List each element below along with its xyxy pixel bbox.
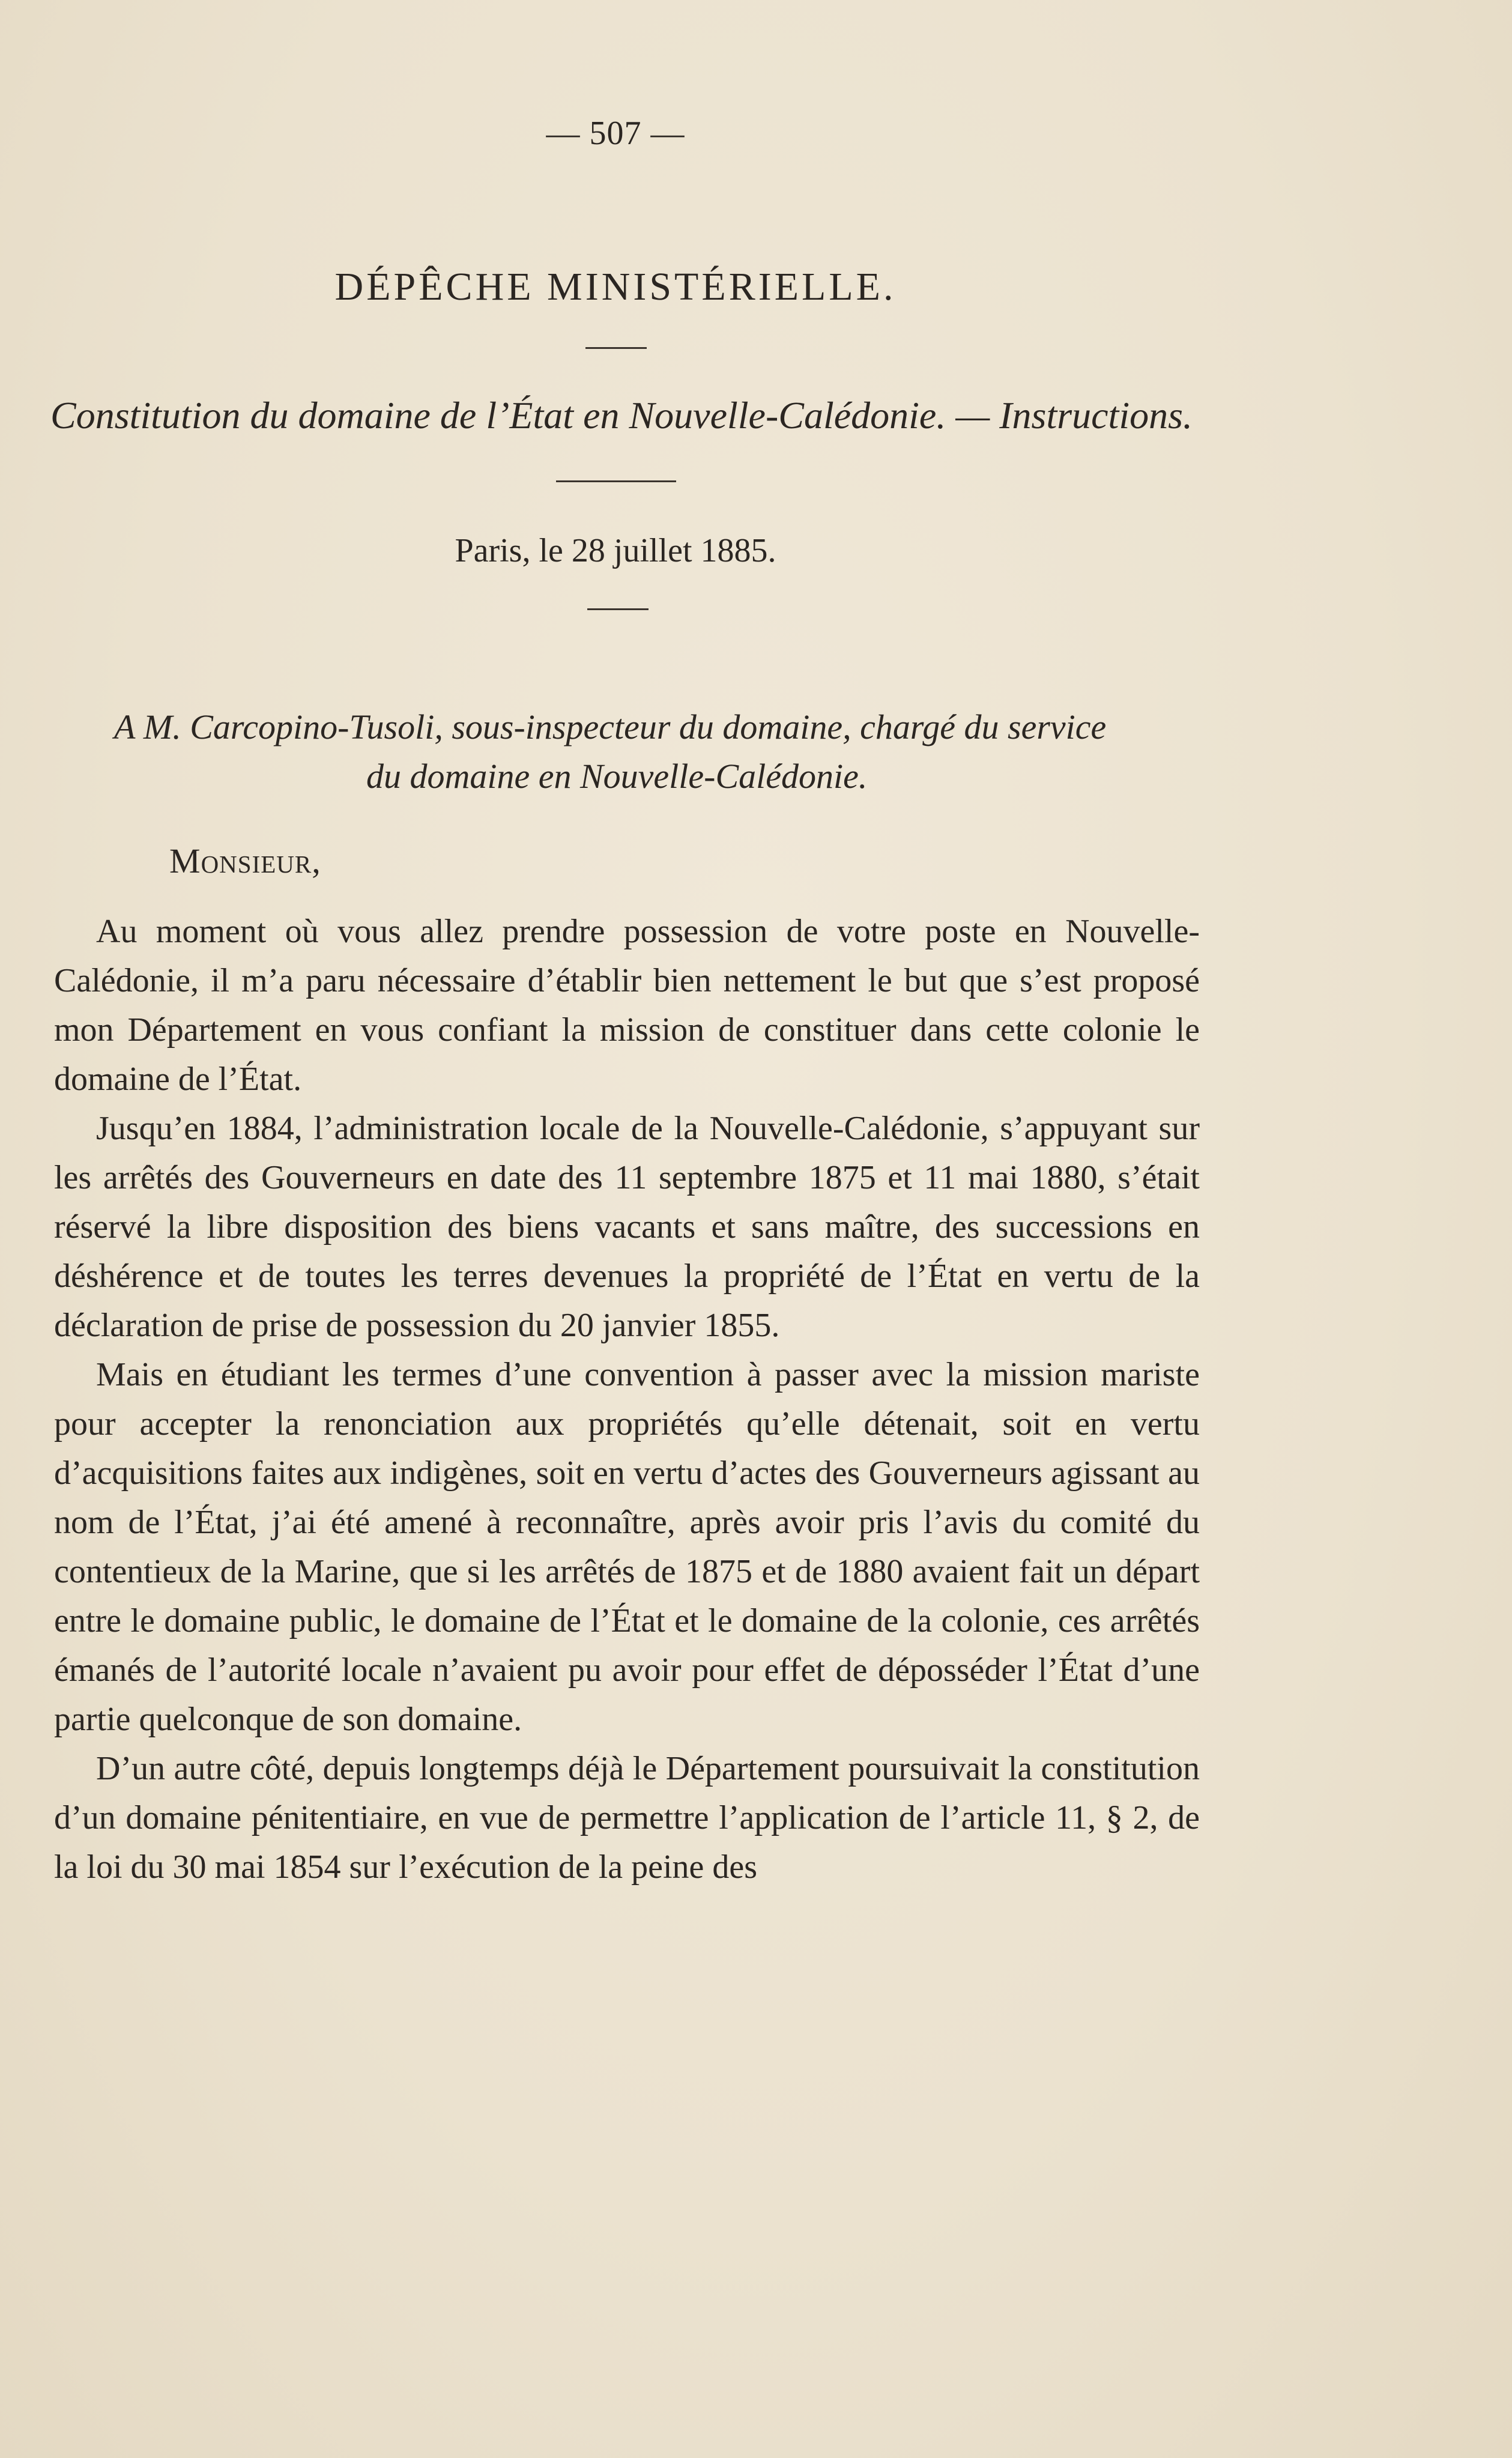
paragraph: Jusqu’en 1884, l’administration locale de la Nouvelle-Calédonie, s’appuyant sur les arrêtés des Gouverneurs en date des 11 septembre 1875 et 11 mai 1880, s’était réservé la libre disposition des biens vacants et sans maître, des successions en déshérence et de toutes les terres devenues la propriété de l’État en vertu de la déclaration de prise de possession du 20 janvier 1855. xyxy=(54,1110,1200,1344)
body-text xyxy=(54,907,1200,1892)
page-number: — 507 — xyxy=(546,115,685,152)
document-subtitle: Constitution du domaine de l’État en Nouvelle-Calédonie. — Instructions. xyxy=(50,394,1193,437)
paragraph: D’un autre côté, depuis longtemps déjà le Département poursuivait la constitution d’un domaine pénitentiaire, en vue de permettre l’application de l’article 11, § 2, de la loi du 30 mai 1854 sur l’exécution de la peine des xyxy=(54,1750,1200,1886)
addressee-line-1: A M. Carcopino-Tusoli, sous-inspecteur du domaine, chargé du service xyxy=(114,707,1107,746)
title-rule xyxy=(585,347,647,349)
addressee xyxy=(114,703,1165,801)
subtitle-rule xyxy=(556,480,676,482)
paragraph: Au moment où vous allez prendre possession de votre poste en Nouvelle-Calédonie, il m’a paru nécessaire d’établir bien nettement le but que s’est proposé mon Département en vous confiant la mission de constituer dans cette colonie le domaine de l’État. xyxy=(54,913,1200,1098)
salutation: Monsieur, xyxy=(169,841,321,880)
addressee-line-2: du domaine en Nouvelle-Calédonie. xyxy=(366,757,868,796)
dateline: Paris, le 28 juillet 1885. xyxy=(455,532,776,569)
paragraph: Mais en étudiant les termes d’une convention à passer avec la mission mariste pour accepter la renonciation aux propriétés qu’elle détenait, soit en vertu d’acquisitions faites aux indigènes, soit en vertu d’actes des Gouverneurs agissant au nom de l’État, j’ai été amené à reconnaître, après avoir pris l’avis du comité du contentieux de la Marine, que si les arrêtés de 1875 et de 1880 avaient fait un départ entre le domaine public, le domaine de l’État et le domaine de la colonie, ces arrêtés émanés de l’autorité locale n’avaient pu avoir pour effet de déposséder l’État d’une partie quelconque de son domaine. xyxy=(54,1356,1200,1738)
document-title: DÉPÊCHE MINISTÉRIELLE. xyxy=(334,265,897,309)
dateline-rule xyxy=(587,608,649,610)
